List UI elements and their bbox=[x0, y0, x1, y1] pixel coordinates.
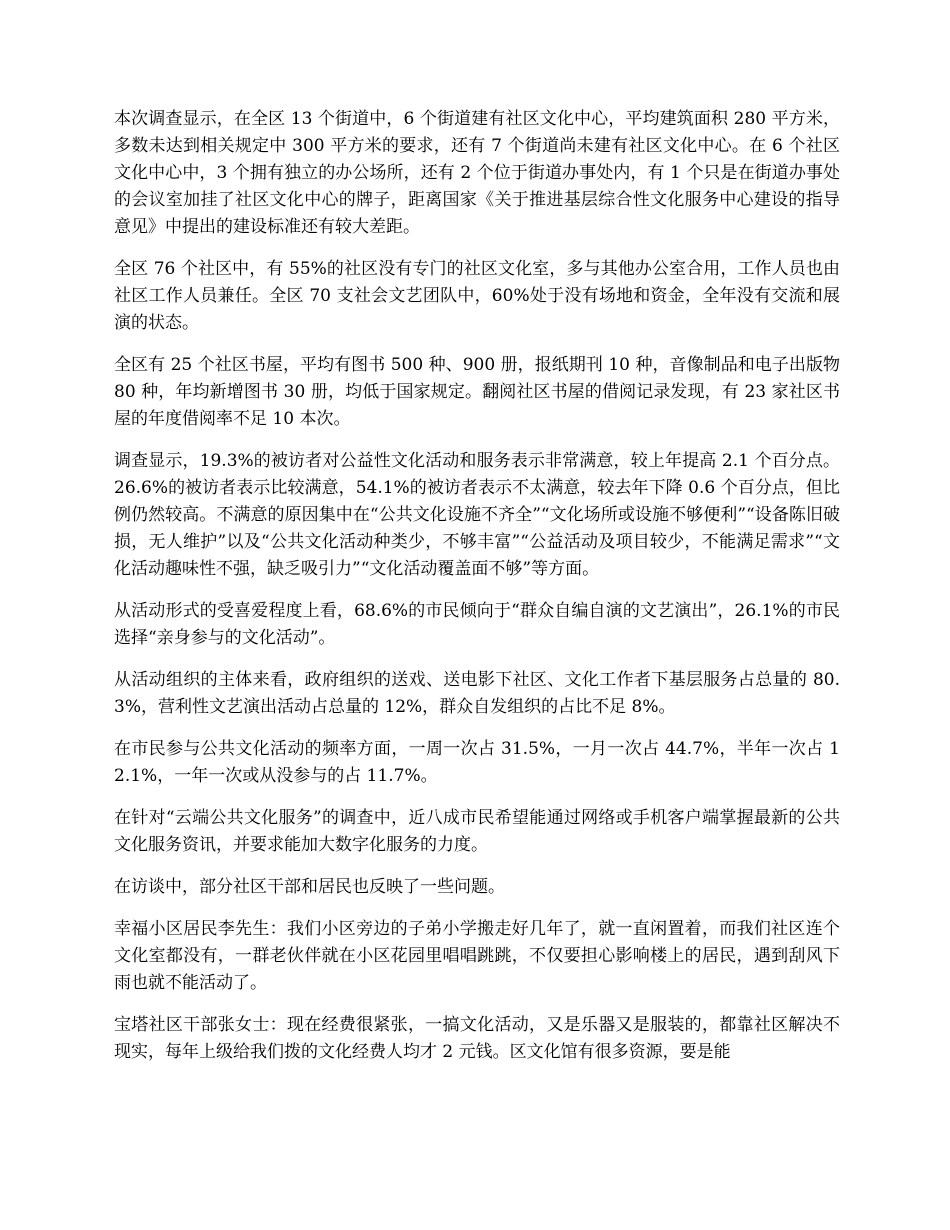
paragraph-community-libraries: 全区有 25 个社区书屋，平均有图书 500 种、900 册，报纸期刊 10 种，音像制品和电子出版物 80 种，年均新增图书 30 册，均低于国家规定。翻阅社区书屋的借阅记录发现，有 23 家社区书屋的年度借阅率不足 10 本次。 bbox=[114, 355, 840, 429]
paragraph-activity-organizers: 从活动组织的主体来看，政府组织的送戏、送电影下社区、文化工作者下基层服务占总量的 80.3%，营利性文艺演出活动占总量的 12%，群众自发组织的占比不足 8%。 bbox=[114, 670, 840, 717]
paragraph-community-culture-rooms: 全区 76 个社区中，有 55%的社区没有专门的社区文化室，多与其他办公室合用，工作人员也由社区工作人员兼任。全区 70 支社会文艺团队中，60%处于没有场地和资金，全年没有交流和展演的状态。 bbox=[114, 259, 840, 333]
paragraph-activity-preferences: 从活动形式的受喜爱程度上看，68.6%的市民倾向于“群众自编自演的文艺演出”，26.1%的市民选择“亲身参与的文化活动”。 bbox=[114, 601, 840, 648]
paragraph-cloud-service-survey: 在针对“云端公共文化服务”的调查中，近八成市民希望能通过网络或手机客户端掌握最新的公共文化服务资讯，并要求能加大数字化服务的力度。 bbox=[114, 808, 840, 855]
paragraph-interview-intro: 在访谈中，部分社区干部和居民也反映了一些问题。 bbox=[114, 877, 505, 897]
paragraph-participation-frequency: 在市民参与公共文化活动的频率方面，一周一次占 31.5%，一月一次占 44.7%，半年一次占 12.1%，一年一次或从没参与的占 11.7%。 bbox=[114, 739, 840, 786]
paragraph-cadre-quote: 宝塔社区干部张女士：现在经费很紧张，一搞文化活动，又是乐器又是服装的，都靠社区解决不现实，每年上级给我们拨的文化经费人均才 2 元钱。区文化馆有很多资源，要是能 bbox=[114, 1015, 840, 1062]
paragraph-district-culture-centers: 本次调查显示，在全区 13 个街道中，6 个街道建有社区文化中心，平均建筑面积 280 平方米，多数未达到相关规定中 300 平方米的要求，还有 7 个街道尚未建有社区文化中心。在 6 个社区文化中心中，3 个拥有独立的办公场所，还有 2 个位于街道办事处内，有 1 个只是在街道办事处的会议室加挂了社区文化中心的牌子，距离国家《关于推进基层综合性文化服务中心建设的指导意见》中提出的建设标准还有较大差距。 bbox=[114, 109, 840, 237]
paragraph-satisfaction-survey: 调查显示，19.3%的被访者对公益性文化活动和服务表示非常满意，较上年提高 2.1 个百分点。26.6%的被访者表示比较满意，54.1%的被访者表示不太满意，较去年下降 0.6 个百分点，但比例仍然较高。不满意的原因集中在“公共文化设施不齐全”“文化场所或设施不够便利”“设备陈旧破损，无人维护”以及“公共文化活动种类少，不够丰富”“公益活动及项目较少，不能满足需求”“文化活动趣味性不强，缺乏吸引力”“文化活动覆盖面不够”等方面。 bbox=[114, 451, 840, 579]
paragraph-resident-quote: 幸福小区居民李先生：我们小区旁边的子弟小学搬走好几年了，就一直闲置着，而我们社区连个文化室都没有，一群老伙伴就在小区花园里唱唱跳跳，不仅要担心影响楼上的居民，遇到刮风下雨也就不能活动了。 bbox=[114, 919, 840, 993]
document-body bbox=[114, 106, 840, 1081]
